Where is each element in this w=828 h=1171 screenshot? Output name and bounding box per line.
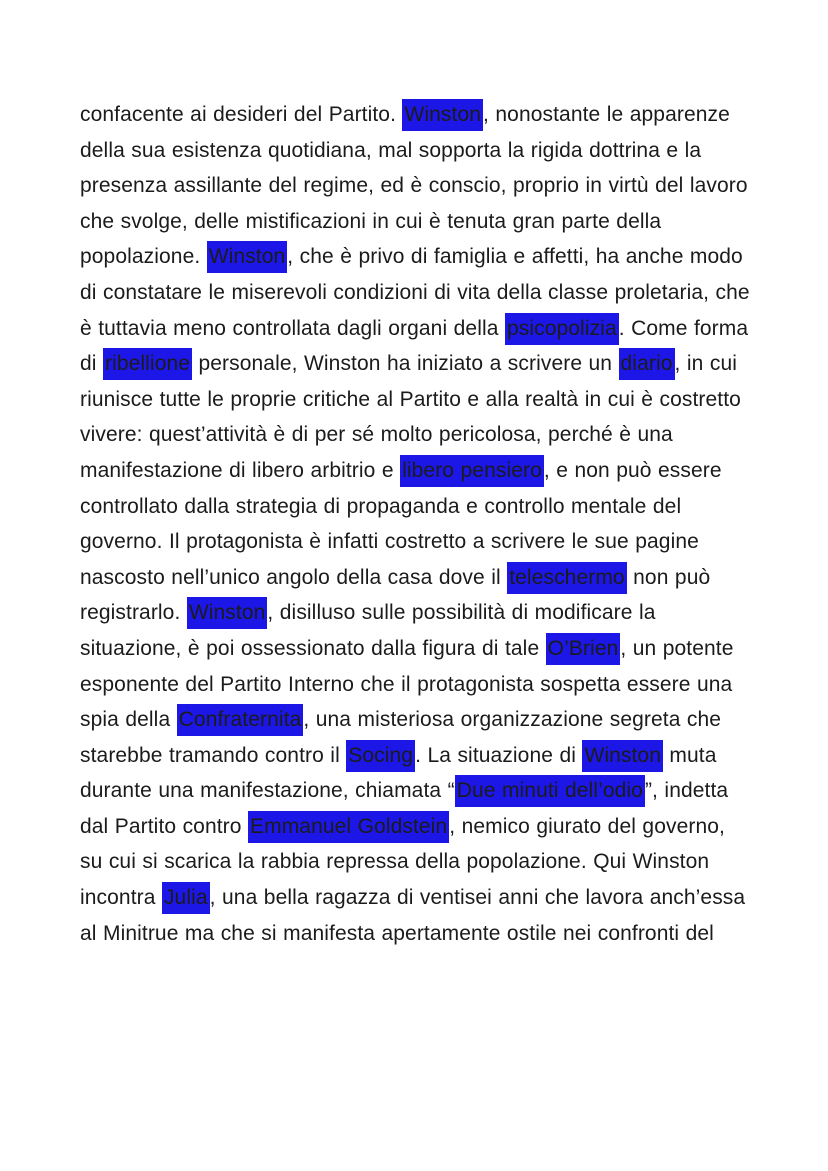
highlighted-term: diario (619, 348, 675, 380)
highlighted-term: Winston (207, 241, 288, 273)
body-text: , nonostante le apparenze della sua esistenza quotidiana, mal sopporta la rigida dottrina e la presenza assillante del regime, ed è conscio, proprio in virtù del lavoro che svolge, delle mistificazioni in cui è tenuta gran parte della popolazione. (80, 103, 755, 269)
body-text: , in cui riunisce tutte le proprie critiche al Partito e alla realtà in cui è costretto vivere: quest’attività è di per sé molto pericolosa, perché è una manifestazione di libero arbitrio e (80, 352, 748, 482)
highlighted-term: Winston (582, 740, 663, 772)
highlighted-term: Julia (162, 882, 210, 914)
highlighted-term: Emmanuel Goldstein (248, 811, 449, 843)
body-text: non può registrarlo. (80, 565, 717, 625)
body-text: , che è privo di famiglia e affetti, ha anche modo di constatare le miserevoli condizioni di vita della classe proletaria, che è tuttavia meno controllata dagli organi della (80, 245, 757, 340)
highlighted-term: Socing (346, 740, 415, 772)
body-text: , un potente esponente del Partito Interno che il protagonista sospetta essere una spia della (80, 636, 740, 732)
body-text: ”, indetta dal Partito contro (80, 779, 735, 838)
highlighted-term: Confraternita (177, 704, 304, 736)
highlighted-term: Winston (402, 99, 483, 131)
body-text: . Come forma di (80, 316, 755, 376)
body-text: , e non può essere controllato dalla strategia di propaganda e controllo mentale del governo. Il protagonista è infatti costretto a scrivere le sue pagine nascosto nell’unico angolo della casa dove il (80, 458, 729, 589)
highlighted-term: ribellione (103, 348, 192, 380)
body-text: , una bella ragazza di ventisei anni che lavora anch’essa al Minitrue ma che si manifesta apertamente ostile nei confronti del (80, 886, 752, 945)
body-text: , una misteriosa organizzazione segreta che starebbe tramando contro il (80, 708, 728, 767)
highlighted-term: teleschermo (507, 562, 626, 594)
body-text: muta durante una manifestazione, chiamata “ (80, 743, 723, 803)
highlighted-term: psicopolizia (505, 313, 619, 345)
highlighted-term: Winston (187, 597, 268, 629)
highlighted-term: Due minuti dell’odio (455, 775, 645, 807)
document-paragraph (80, 97, 757, 951)
body-text: confacente ai desideri del Partito. (80, 103, 403, 126)
body-text: personale, Winston ha iniziato a scrivere un (192, 352, 619, 376)
body-text: . La situazione di (415, 743, 583, 767)
body-text: , nemico giurato del governo, su cui si scarica la rabbia repressa della popolazione. Qui Winston incontra (80, 814, 732, 910)
body-text: , disilluso sulle possibilità di modificare la situazione, è poi ossessionato dalla figura di tale (80, 601, 662, 660)
highlighted-term: libero pensiero (400, 455, 544, 487)
highlighted-term: O’Brien (546, 633, 621, 665)
